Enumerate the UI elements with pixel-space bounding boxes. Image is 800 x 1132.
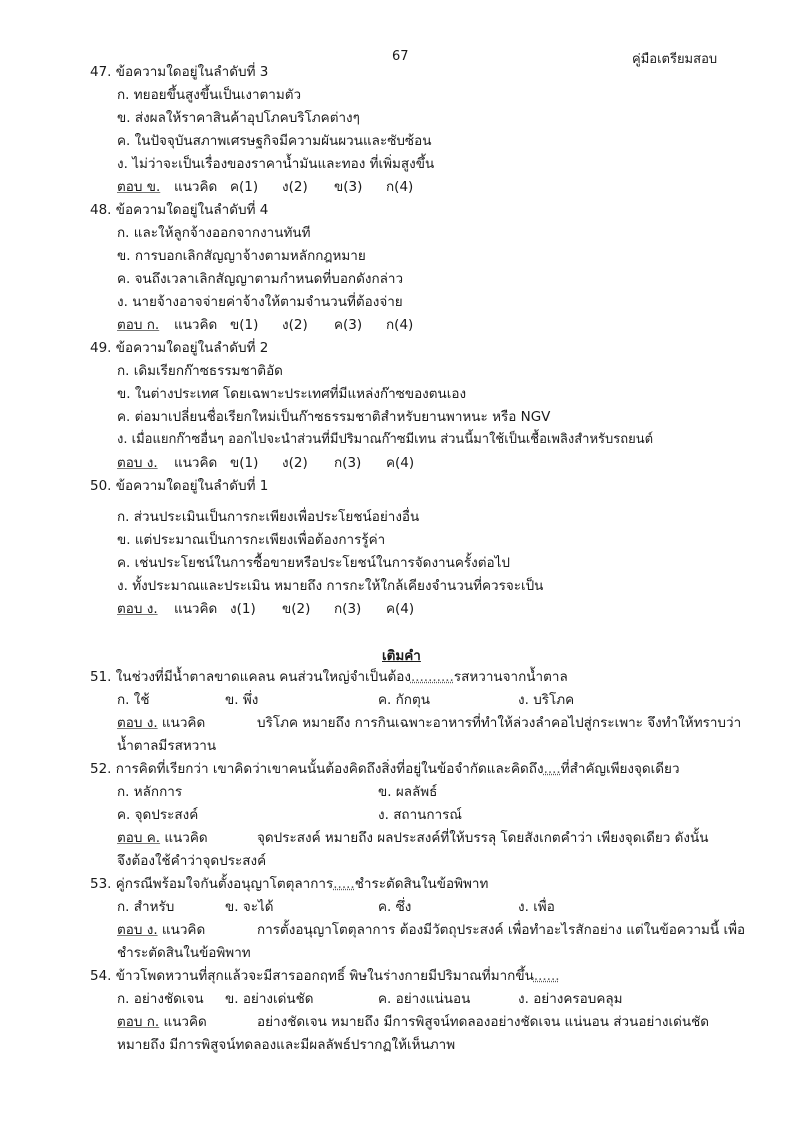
text: ข(2) [282,601,311,617]
option [117,85,301,105]
option [117,576,543,596]
text: ข(1) [230,455,259,471]
text: สำหรับ [133,899,175,915]
option [378,782,437,802]
text: ค. [378,899,392,915]
concept-label: แนวคิด [161,715,206,731]
text: การคิดที่เรียกว่า เขาคิดว่าเขาคนนั้นต้องคิดถึงสิ่งที่อยู่ในข้อจำกัดและคิดถึง [115,761,544,777]
text: ค. [117,807,131,823]
answer-line [117,453,415,473]
option [518,897,555,917]
blank: .... [543,761,561,777]
answer-line [117,177,414,197]
text: ข้อความใดอยู่ในลำดับที่ 3 [115,64,269,80]
option [225,690,258,710]
option [117,507,419,527]
text: ค. [378,692,392,708]
option [117,223,311,243]
text: พึ่ง [242,692,259,708]
option [378,805,462,825]
answer-explanation: การตั้งอนุญาโตตุลาการ ต้องมีวัตถุประสงค์ เพื่อทำอะไรสักอย่าง แต่ในข้อความนี้ เพื่อ [257,922,746,938]
text: ค. [117,271,131,287]
text: ข. [117,248,131,264]
option [117,690,150,710]
text: ค(4) [386,601,415,617]
text: ง. [518,692,529,708]
text: บริโภค [533,692,575,708]
question-prompt [90,338,268,358]
concept-label: แนวคิด [161,922,206,938]
blank: .......... [410,669,454,685]
concept-label: แนวคิด [164,830,208,846]
text: เดิมเรียกก๊าซธรรมชาติอัด [133,363,283,379]
text: ข้อความใดอยู่ในลำดับที่ 1 [115,478,269,494]
text: 47. [90,64,112,80]
text: ในต่างประเทศ โดยเฉพาะประเทศที่มีแหล่งก๊าซของตนเอง [134,386,467,402]
answer-label: ตอบ ง. [117,455,158,471]
text: ข(3) [334,179,363,195]
option [225,897,274,917]
text: ข. [225,991,239,1007]
text: ก(3) [334,455,362,471]
text: 53. [90,876,112,892]
text: อย่างชัดเจน [133,991,204,1007]
answer-line [117,599,415,619]
text: การบอกเลิกสัญญาจ้างตามหลักกฎหมาย [134,248,366,264]
text: ข้อความใดอยู่ในลำดับที่ 4 [115,202,269,218]
blank: ..... [333,876,355,892]
option [117,246,366,266]
text: ค. [117,133,131,149]
option [378,690,430,710]
text: ง(1) [230,601,256,617]
option [117,292,403,312]
text: ค(1) [230,179,259,195]
answer-label: ตอบ ง. [117,601,158,617]
text: แต่ประมาณเป็นการกะเพียงเพื่อต้องการรู้ค่า [134,532,386,548]
answer-line [117,828,709,848]
answer-explanation-cont: น้ำตาลมีรสหวาน [117,738,217,754]
answer-explanation-cont: หมายถึง มีการพิสูจน์ทดลองและมีผลลัพธ์ปรากฏให้เห็นภาพ [117,1037,456,1053]
text: อย่างเด่นชัด [242,991,314,1007]
question-prompt [90,966,560,986]
text: ข้อความใดอยู่ในลำดับที่ 2 [115,340,269,356]
text: ข. [117,532,131,548]
text: จนถึงเวลาเลิกสัญญาตามกำหนดที่บอกดังกล่าว [134,271,404,287]
question-prompt [90,62,268,82]
text: ค. [117,409,131,425]
option [117,269,403,289]
answer-explanation-cont: ชำระตัดสินในข้อพิพาท [117,945,251,961]
answer-explanation: บริโภค หมายถึง การกินเฉพาะอาหารที่ทำให้ล่วงลำคอไปสู่กระเพาะ จึงทำให้ทราบว่า [257,715,742,731]
option [378,897,411,917]
text: ค. [378,991,392,1007]
text: สถานการณ์ [393,807,462,823]
option [117,361,283,381]
text: ที่สำคัญเพียงจุดเดียว [560,761,680,777]
text: 51. [90,669,112,685]
answer-label: ตอบ ก. [117,317,160,333]
text: ไม่ว่าจะเป็นเรื่องของราคาน้ำมันและทอง ที่เพิ่มสูงขึ้น [132,156,435,172]
text: ง. [117,578,128,594]
text: ซึ่ง [395,899,412,915]
text: ก. [117,225,130,241]
text: ง. [378,807,389,823]
text: ส่วนประเมินเป็นการกะเพียงเพื่อประโยชน์อย่างอื่น [133,509,420,525]
text: ข. [225,692,239,708]
text: จุดประสงค์ [134,807,199,823]
concept-label: แนวคิด [174,455,218,471]
option [518,989,623,1009]
text: ง. [518,991,529,1007]
text: ข. [117,110,131,126]
text: ส่งผลให้ราคาสินค้าอุปโภคบริโภคต่างๆ [134,110,360,126]
text: กักตุน [395,692,430,708]
text: ก(3) [334,601,362,617]
text: ง(2) [282,317,308,333]
question-prompt [90,874,488,894]
option [117,782,182,802]
option [117,407,550,427]
answer-line [117,1012,710,1032]
text: ก(4) [386,179,414,195]
text: ค(4) [386,455,415,471]
text: เช่นประโยชน์ในการซื้อขายหรือประโยชน์ในการจัดงานครั้งต่อไป [134,555,510,571]
answer-label: ตอบ ง. [117,922,158,938]
option [117,384,466,404]
option [117,430,653,450]
text: ใช้ [133,692,150,708]
text: จะได้ [242,899,274,915]
text: ข. [225,899,239,915]
option [117,154,434,174]
text: ก. [117,991,130,1007]
text: ก. [117,509,130,525]
text: ผลลัพธ์ [395,784,438,800]
answer-label: ตอบ ค. [117,830,161,846]
option [225,989,314,1009]
answer-line [117,713,742,733]
answer-line [117,920,746,940]
answer-explanation-cont: จึงต้องใช้คำว่าจุดประสงค์ [117,853,267,869]
answer-explanation: อย่างชัดเจน หมายถึง มีการพิสูจน์ทดลองอย่างชัดเจน แน่นอน ส่วนอย่างเด่นชัด [257,1014,710,1030]
option [117,530,385,550]
text: ก. [117,87,130,103]
text: 52. [90,761,112,777]
text: ง. [518,899,529,915]
text: ง. [117,432,128,447]
text: อย่างแน่นอน [395,991,471,1007]
blank: ...... [533,968,560,984]
text: ข(1) [230,317,259,333]
text: 54. [90,968,112,984]
question-prompt [90,667,568,687]
text: ในปัจจุบันสภาพเศรษฐกิจมีความผันผวนและซับซ้อน [134,133,432,149]
text: ก(4) [386,317,414,333]
question-prompt [90,759,680,779]
concept-label: แนวคิด [174,317,218,333]
text: 48. [90,202,112,218]
option [117,989,204,1009]
text: ในช่วงที่มีน้ำตาลขาดแคลน คนส่วนใหญ่จำเป็นต้อง [115,669,411,685]
text: ง. [117,156,128,172]
page-number: 67 [392,49,409,64]
concept-label: แนวคิด [174,601,218,617]
text: ทั้งประมาณและประเมิน หมายถึง การกะให้ใกล้เคียงจำนวนที่ควรจะเป็น [132,578,544,594]
option [117,897,174,917]
text: ง. [117,294,128,310]
text: ข้าวโพดหวานที่สุกแล้วจะมีสารออกฤทธิ์ พิษในร่างกายมีปริมาณที่มากขึ้น [115,968,534,984]
text: อย่างครอบคลุม [533,991,623,1007]
question-prompt [90,200,268,220]
text: รสหวานจากน้ำตาล [453,669,568,685]
text: เมื่อแยกก๊าซอื่นๆ ออกไปจะนำส่วนที่มีปริมาณก๊าซมีเทน ส่วนนี้มาใช้เป็นเชื้อเพลิงสำหรับรถยนต์ [131,432,654,447]
concept-label: แนวคิด [163,1014,207,1030]
text: ก. [117,363,130,379]
option [117,553,510,573]
text: 50. [90,478,112,494]
text: ก. [117,692,130,708]
option [518,690,574,710]
text: ค(3) [334,317,363,333]
concept-label: แนวคิด [174,179,218,195]
answer-line [117,315,414,335]
text: หลักการ [133,784,183,800]
answer-label: ตอบ ง. [117,715,158,731]
answer-label: ตอบ ข. [117,179,161,195]
text: ก. [117,784,130,800]
text: คู่กรณีพร้อมใจกันตั้งอนุญาโตตุลาการ [115,876,334,892]
option [117,108,360,128]
book-title: คู่มือเตรียมสอบ [632,52,718,67]
text: 49. [90,340,112,356]
text: ก. [117,899,130,915]
text: เพื่อ [533,899,555,915]
question-prompt [90,476,268,496]
text: ทยอยขึ้นสูงขึ้นเป็นเงาตามตัว [133,87,302,103]
answer-label: ตอบ ก. [117,1014,160,1030]
text: ต่อมาเปลี่ยนชื่อเรียกใหม่เป็นก๊าซธรรมชาติสำหรับยานพาหนะ หรือ NGV [134,409,551,425]
option [117,131,431,151]
text: ข. [117,386,131,402]
answer-explanation: จุดประสงค์ หมายถึง ผลประสงค์ที่ให้บรรลุ โดยสังเกตคำว่า เพียงจุดเดียว ดังนั้น [257,830,709,846]
text: ชำระตัดสินในข้อพิพาท [354,876,489,892]
text: และให้ลูกจ้างออกจากงานทันที [133,225,311,241]
option [117,805,198,825]
text: ค. [117,555,131,571]
text: นายจ้างอาจจ่ายค่าจ้างให้ตามจำนวนที่ต้องจ่าย [132,294,403,310]
text: ง(2) [282,455,308,471]
text: ข. [378,784,392,800]
section-title: เติมคำ [382,648,421,664]
option [378,989,470,1009]
text: ง(2) [282,179,308,195]
